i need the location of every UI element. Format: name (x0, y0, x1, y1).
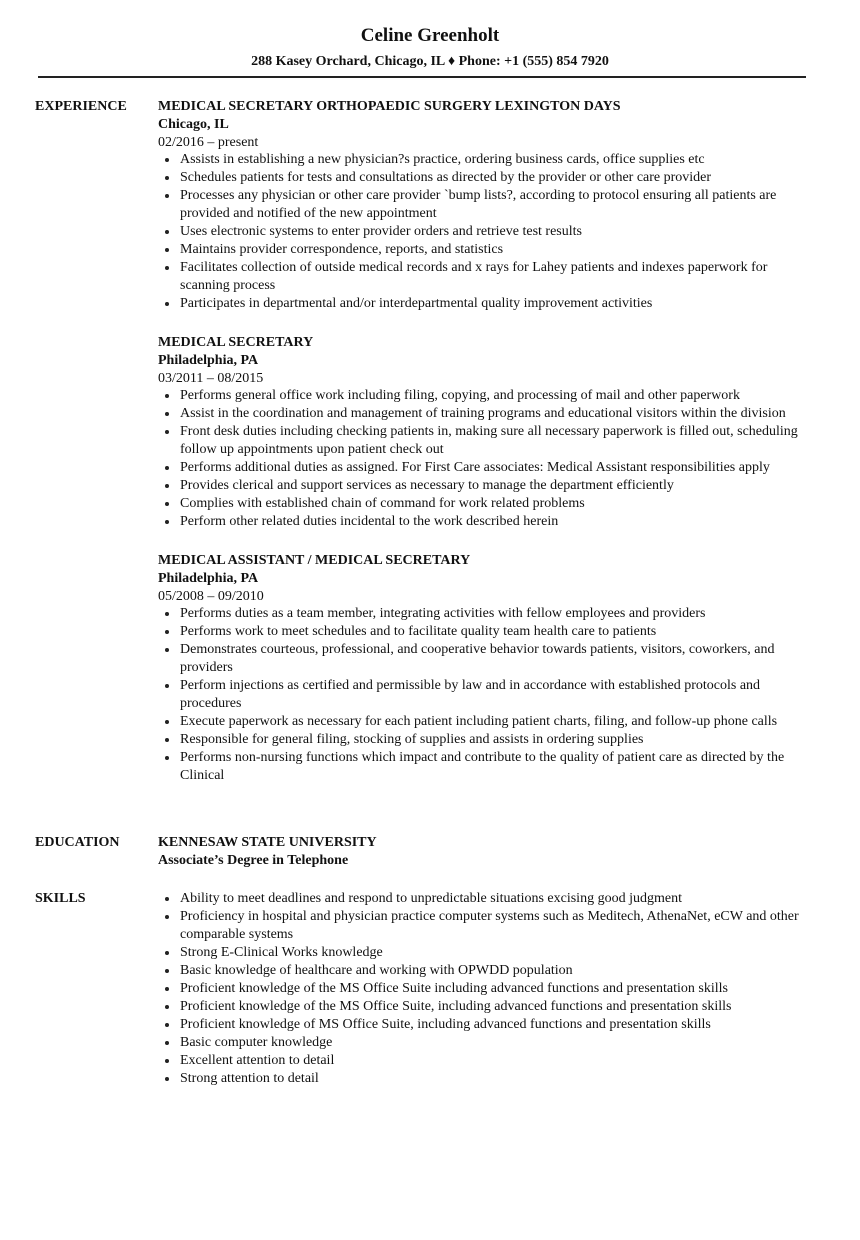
duty-item: Performs duties as a team member, integrating activities with fellow employees and providers (158, 605, 818, 623)
duty-item: Complies with established chain of command for work related problems (158, 495, 818, 513)
duty-item: Assist in the coordination and management of training programs and educational visitors within the division (158, 405, 818, 423)
job-duties (158, 605, 818, 785)
job-title: MEDICAL ASSISTANT / MEDICAL SECRETARY (158, 553, 471, 568)
section-body (158, 890, 818, 1088)
duty-item: Schedules patients for tests and consultations as directed by the provider or other care provider (158, 169, 818, 187)
job-dates: 03/2011 – 08/2015 (158, 371, 264, 386)
job-title: MEDICAL SECRETARY ORTHOPAEDIC SURGERY LEXINGTON DAYS (158, 99, 621, 114)
skill-item: Basic computer knowledge (158, 1034, 818, 1052)
duty-item: Performs work to meet schedules and to facilitate quality team health care to patients (158, 623, 818, 641)
skill-item: Excellent attention to detail (158, 1052, 818, 1070)
job-entry (158, 334, 818, 531)
duty-item: Execute paperwork as necessary for each patient including patient charts, filing, and follow-up phone calls (158, 713, 818, 731)
header-divider (38, 76, 806, 78)
duty-item: Uses electronic systems to enter provider orders and retrieve test results (158, 223, 818, 241)
candidate-name: Celine Greenholt (360, 25, 500, 46)
duty-item: Performs general office work including filing, copying, and processing of mail and other paperwork (158, 387, 818, 405)
skill-item: Proficient knowledge of MS Office Suite, including advanced functions and presentation skills (158, 1016, 818, 1034)
duty-item: Perform other related duties incidental to the work described herein (158, 513, 818, 531)
job-dates: 02/2016 – present (158, 135, 259, 150)
duty-item: Responsible for general filing, stocking of supplies and assists in ordering supplies (158, 731, 818, 749)
duty-item: Performs non-nursing functions which impact and contribute to the quality of patient care as directed by the Clinical (158, 749, 818, 785)
job-duties (158, 151, 818, 313)
section-label: SKILLS (35, 891, 86, 906)
skill-item: Basic knowledge of healthcare and working with OPWDD population (158, 962, 818, 980)
skill-item: Proficiency in hospital and physician practice computer systems such as Meditech, AthenaNet, eCW and other comparable systems (158, 908, 818, 944)
duty-item: Front desk duties including checking patients in, making sure all necessary paperwork is filled out, scheduling follow up appointments upon patient check out (158, 423, 818, 459)
job-title: MEDICAL SECRETARY (158, 335, 314, 350)
skill-item: Strong E-Clinical Works knowledge (158, 944, 818, 962)
duty-item: Participates in departmental and/or interdepartmental quality improvement activities (158, 295, 818, 313)
duty-item: Provides clerical and support services as necessary to manage the department efficiently (158, 477, 818, 495)
degree-name: Associate’s Degree in Telephone (158, 853, 349, 868)
skill-item: Ability to meet deadlines and respond to unpredictable situations excising good judgment (158, 890, 818, 908)
skill-item: Strong attention to detail (158, 1070, 818, 1088)
duty-item: Processes any physician or other care provider `bump lists?, according to protocol ensuring all patients are provided and notified of the new appointment (158, 187, 818, 223)
duty-item: Perform injections as certified and permissible by law and in accordance with established protocols and procedures (158, 677, 818, 713)
section-body (158, 98, 818, 806)
school-name: KENNESAW STATE UNIVERSITY (158, 835, 377, 850)
job-dates: 05/2008 – 09/2010 (158, 589, 264, 604)
job-entry (158, 98, 818, 313)
duty-item: Demonstrates courteous, professional, and cooperative behavior towards patients, visitors, coworkers, and providers (158, 641, 818, 677)
job-entry (158, 552, 818, 785)
job-duties (158, 387, 818, 531)
duty-item: Assists in establishing a new physician?s practice, ordering business cards, office supplies etc (158, 151, 818, 169)
job-location: Chicago, IL (158, 117, 229, 132)
skill-item: Proficient knowledge of the MS Office Suite including advanced functions and presentation skills (158, 980, 818, 998)
section-body (158, 834, 818, 870)
resume-header (0, 22, 860, 71)
duty-item: Maintains provider correspondence, reports, and statistics (158, 241, 818, 259)
duty-item: Performs additional duties as assigned. For First Care associates: Medical Assistant responsibilities apply (158, 459, 818, 477)
job-location: Philadelphia, PA (158, 353, 259, 368)
duty-item: Facilitates collection of outside medical records and x rays for Lahey patients and indexes paperwork for scanning process (158, 259, 818, 295)
contact-line: 288 Kasey Orchard, Chicago, IL ♦ Phone: +1 (555) 854 7920 (251, 54, 609, 69)
skills-list (158, 890, 818, 1088)
section-label: EXPERIENCE (35, 99, 127, 114)
job-location: Philadelphia, PA (158, 571, 259, 586)
section-label: EDUCATION (35, 835, 120, 850)
skill-item: Proficient knowledge of the MS Office Suite, including advanced functions and presentation skills (158, 998, 818, 1016)
